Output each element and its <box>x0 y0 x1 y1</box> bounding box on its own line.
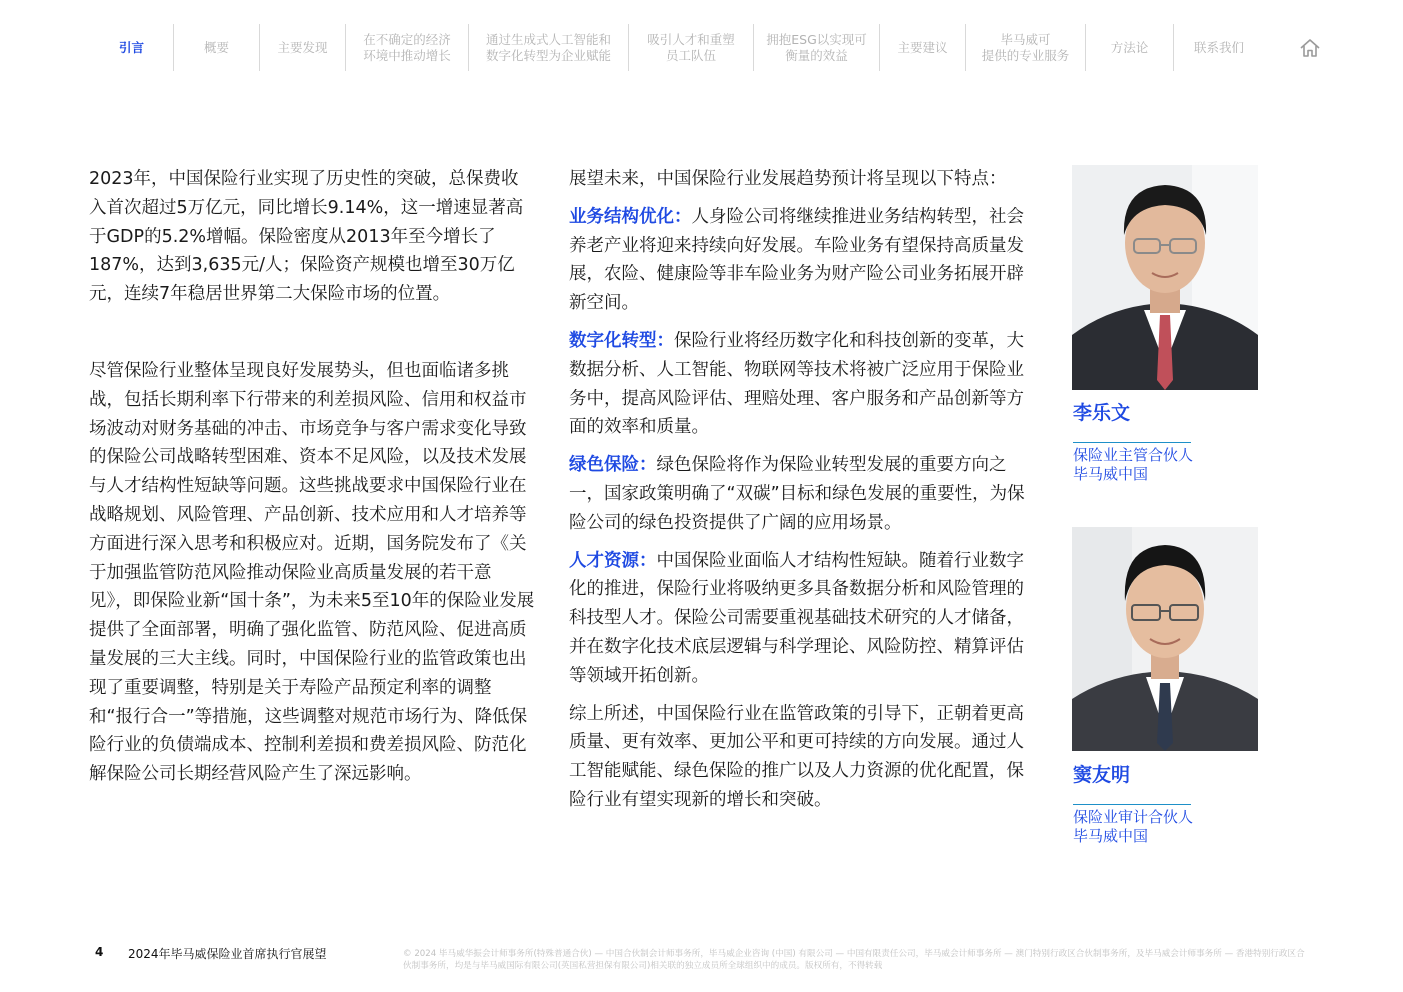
legal-notice: © 2024 毕马威华振会计师事务所(特殊普通合伙) — 中国合伙制会计师事务所，毕马威企业咨询 (中国) 有限公司 — 中国有限责任公司，毕马威会计师事务所 — 澳门特别行政区合伙制事务所，及毕马威会计师事务所 — 香港特别行政区合伙制事务所，均是与毕马威国际有限公司(英国私营担保有限公司)相关联的独立成员所全球组织中的成员。版权所有，不得转载 <box>403 949 1305 971</box>
top-navigation <box>90 24 1330 71</box>
nav-item-services[interactable] <box>966 24 1086 71</box>
nav-label: 主要发现 <box>277 39 328 55</box>
nav-item-genai-digital[interactable] <box>469 24 629 71</box>
partner-title <box>1073 446 1193 484</box>
trend-digital <box>569 327 1025 442</box>
trend-talent <box>569 547 1025 691</box>
trend-title: 数字化转型： <box>569 330 674 351</box>
trend-text: 中国保险业面临人才结构性短缺。随着行业数字化的推进，保险行业将吸纳更多具备数据分析和风险管理的科技型人才。保险公司需要重视基础技术研究的人才储备，并在数字化技术底层逻辑与科学理论、风险防控、精算评估等领域开拓创新。 <box>569 550 1024 686</box>
nav-label: 毕马威可 提供的专业服务 <box>981 31 1070 63</box>
partner-divider <box>1073 804 1191 805</box>
partner-divider <box>1073 442 1191 443</box>
nav-label: 引言 <box>118 39 144 55</box>
nav-label: 概要 <box>203 39 229 55</box>
trend-title: 绿色保险： <box>569 455 657 476</box>
nav-label: 拥抱ESG以实现可 衡量的效益 <box>766 31 867 63</box>
trend-text: 保险行业将经历数字化和科技创新的变革，大数据分析、人工智能、物联网等技术将被广泛应用于保险业务中，提高风险评估、理赔处理、客户服务和产品创新等方面的效率和质量。 <box>569 330 1024 438</box>
nav-item-esg[interactable] <box>754 24 880 71</box>
nav-label: 主要建议 <box>897 39 948 55</box>
trend-green-insurance <box>569 451 1025 537</box>
partner-org: 毕马威中国 <box>1073 827 1149 845</box>
partner-name: 窦友明 <box>1073 764 1131 786</box>
outlook-column <box>569 165 1025 824</box>
nav-label: 通过生成式人工智能和 数字化转型为企业赋能 <box>485 31 611 63</box>
document-title: 2024年毕马威保险业首席执行官展望 <box>128 947 327 961</box>
nav-label: 吸引人才和重塑 员工队伍 <box>647 31 735 63</box>
trend-title: 业务结构优化： <box>569 206 692 227</box>
home-icon[interactable] <box>1299 37 1321 59</box>
partner-name: 李乐文 <box>1073 402 1131 424</box>
partner-role: 保险业审计合伙人 <box>1073 808 1194 826</box>
partner-photo <box>1072 527 1258 751</box>
partner-role: 保险业主管合伙人 <box>1073 446 1194 464</box>
outlook-intro: 展望未来，中国保险行业发展趋势预计将呈现以下特点： <box>569 169 1007 189</box>
trend-title: 人才资源： <box>569 550 657 571</box>
nav-item-talent[interactable] <box>629 24 754 71</box>
intro-paragraph-1: 2023年，中国保险行业实现了历史性的突破，总保费收入首次超过5万亿元，同比增长9.14%，这一增速显著高于GDP的5.2%增幅。保险密度从2013年至今增长了187%，达到3,635元/人；保险资产规模也增至30万亿元，连续7年稳居世界第二大保险市场的位置。 <box>89 169 524 305</box>
nav-item-economic-growth[interactable] <box>346 24 469 71</box>
partner-title <box>1073 808 1193 846</box>
trend-text: 绿色保险将作为保险业转型发展的重要方向之一，国家政策明确了“双碳”目标和绿色发展的重要性，为保险公司的绿色投资提供了广阔的应用场景。 <box>569 455 1025 533</box>
nav-label: 在不确定的经济 环境中推动增长 <box>363 31 451 63</box>
nav-label: 方法论 <box>1110 39 1149 55</box>
nav-label: 联系我们 <box>1193 39 1244 55</box>
nav-item-introduction[interactable] <box>90 24 174 71</box>
partner-org: 毕马威中国 <box>1073 465 1149 483</box>
intro-paragraph-2: 尽管保险行业整体呈现良好发展势头，但也面临诸多挑战，包括长期利率下行带来的利差损风险、信用和权益市场波动对财务基础的冲击、市场竞争与客户需求变化导致的保险公司战略转型困难、资本不足风险，以及技术发展与人才结构性短缺等问题。这些挑战要求中国保险行业在战略规划、风险管理、产品创新、技术应用和人才培养等方面进行深入思考和积极应对。近期，国务院发布了《关于加强监管防范风险推动保险业高质量发展的若干意见》，即保险业新“国十条”，为未来5至10年的保险业发展提供了全面部署，明确了强化监管、防范风险、促进高质量发展的三大主线。同时，中国保险行业的监管政策也出现了重要调整，特别是关于寿险产品预定利率的调整和“报行合一”等措施，这些调整对规范市场行为、降低保险行业的负债端成本、控制利差损和费差损风险、防范化解保险公司长期经营风险产生了深远影响。 <box>89 360 535 785</box>
nav-item-key-findings[interactable] <box>260 24 346 71</box>
partner-photo <box>1072 165 1258 390</box>
trend-text: 人身险公司将继续推进业务结构转型，社会养老产业将迎来持续向好发展。车险业务有望保持高质量发展，农险、健康险等非车险业务为财产险公司业务拓展开辟新空间。 <box>569 206 1024 314</box>
outlook-conclusion: 综上所述，中国保险行业在监管政策的引导下，正朝着更高质量、更有效率、更加公平和更可持续的方向发展。通过人工智能赋能、绿色保险的推广以及人力资源的优化配置，保险行业有望实现新的增长和突破。 <box>569 703 1024 810</box>
page-number: 4 <box>95 945 104 959</box>
intro-column <box>89 165 535 789</box>
nav-item-contact[interactable] <box>1174 24 1264 71</box>
nav-item-recommendations[interactable] <box>880 24 966 71</box>
trend-business-structure <box>569 203 1025 318</box>
nav-item-overview[interactable] <box>174 24 260 71</box>
nav-item-methodology[interactable] <box>1086 24 1174 71</box>
